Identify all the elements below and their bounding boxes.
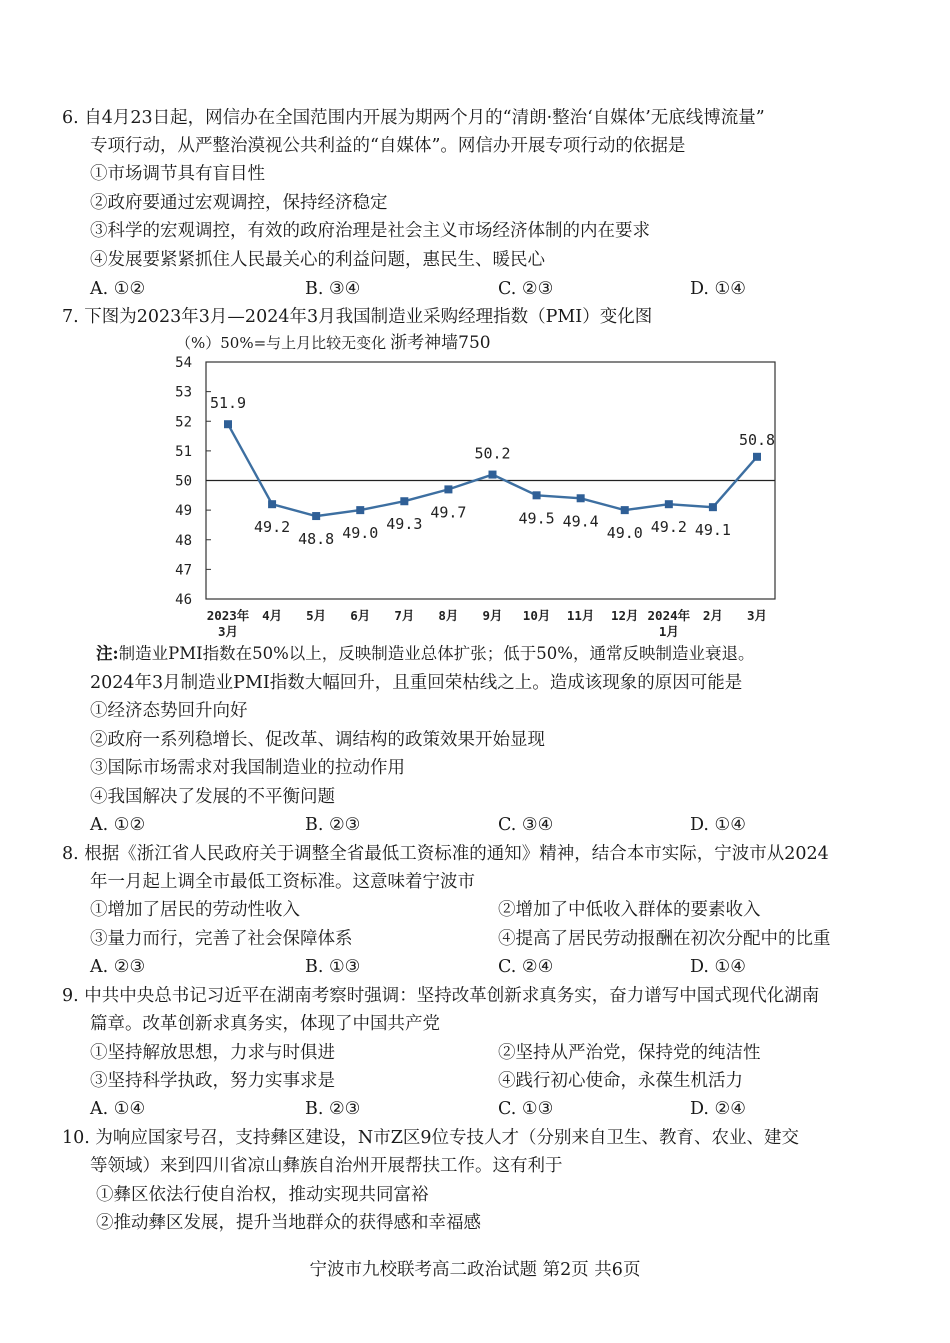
q8-choice-a[interactable]: A. ②③ xyxy=(90,957,146,977)
pmi-data-label: 49.0 xyxy=(342,524,379,543)
y-tick-label: 54 xyxy=(175,355,192,371)
q7-stem-line-1: 7. 下图为2023年3月—2024年3月我国制造业采购经理指数（PMI）变化图 xyxy=(62,307,653,327)
q7-choice-d[interactable]: D. ①④ xyxy=(690,815,746,835)
x-category-label: 1月 xyxy=(658,624,679,639)
q6-choice-c[interactable]: C. ②③ xyxy=(498,279,554,299)
pmi-data-label: 49.4 xyxy=(562,512,599,531)
q6-statement-1: ①市场调节具有盲目性 xyxy=(90,164,265,184)
q6-statement-4: ④发展要紧紧抓住人民最关心的利益问题，惠民生、暖民心 xyxy=(90,250,545,270)
y-tick-label: 49 xyxy=(175,503,192,520)
pmi-data-point xyxy=(489,471,497,479)
pmi-data-label: 50.2 xyxy=(474,444,511,463)
q8-statement-1: ①增加了居民的劳动性收入 xyxy=(90,900,300,920)
pmi-data-point xyxy=(356,506,364,514)
q8-stem-line-1: 8. 根据《浙江省人民政府关于调整全省最低工资标准的通知》精神，结合本市实际，宁波市从2024 xyxy=(62,844,829,864)
pmi-data-point xyxy=(444,485,452,493)
q6-choice-b[interactable]: B. ③④ xyxy=(305,279,361,299)
q7-note-label: 注: xyxy=(96,644,119,663)
pmi-data-point xyxy=(312,512,320,520)
x-category-label: 7月 xyxy=(394,608,415,623)
chart-unit-text: （%）50%=与上月比较无变化 xyxy=(176,334,387,352)
pmi-data-point xyxy=(709,503,717,511)
x-category-label: 2023年 xyxy=(206,608,250,623)
q8-stem-line-2: 年一月起上调全市最低工资标准。这意味着宁波市 xyxy=(90,872,475,892)
q8-statement-4: ④提高了居民劳动报酬在初次分配中的比重 xyxy=(498,929,831,949)
q6-choice-d[interactable]: D. ①④ xyxy=(690,279,746,299)
q9-choice-b[interactable]: B. ②③ xyxy=(305,1099,361,1119)
q7-choice-b[interactable]: B. ②③ xyxy=(305,815,361,835)
chart-watermark: 浙考神墙750 xyxy=(390,333,491,353)
q6-choice-a[interactable]: A. ①② xyxy=(90,279,146,299)
q7-choice-a[interactable]: A. ①② xyxy=(90,815,146,835)
q7-statement-4: ④我国解决了发展的不平衡问题 xyxy=(90,787,335,807)
y-tick-label: 46 xyxy=(175,592,192,608)
y-tick-label: 50 xyxy=(175,473,192,490)
pmi-data-point xyxy=(665,500,673,508)
pmi-data-point xyxy=(533,491,541,499)
x-category-label: 8月 xyxy=(438,608,459,623)
pmi-data-label: 48.8 xyxy=(298,530,335,549)
q7-statement-3: ③国际市场需求对我国制造业的拉动作用 xyxy=(90,758,405,778)
pmi-data-label: 51.9 xyxy=(209,394,247,413)
q7-note-text: 制造业PMI指数在50%以上，反映制造业总体扩张；低于50%，通常反映制造业衰退。 xyxy=(118,644,755,663)
q6-statement-3: ③科学的宏观调控，有效的政府治理是社会主义市场经济体制的内在要求 xyxy=(90,221,650,241)
pmi-data-label: 49.1 xyxy=(694,521,731,540)
y-tick-label: 53 xyxy=(175,384,192,401)
pmi-series-line xyxy=(228,424,757,516)
x-category-label: 11月 xyxy=(566,608,595,623)
q9-choice-d[interactable]: D. ②④ xyxy=(690,1099,746,1119)
q9-statement-2: ②坚持从严治党，保持党的纯洁性 xyxy=(498,1043,761,1063)
x-category-label: 5月 xyxy=(306,608,327,623)
q10-stem-line-1: 10. 为响应国家号召，支持彝区建设，N市Z区9位专技人才（分别来自卫生、教育、农业、建交 xyxy=(62,1128,799,1148)
q9-statement-3: ③坚持科学执政，努力实事求是 xyxy=(90,1071,335,1091)
x-category-label: 3月 xyxy=(217,624,239,639)
pmi-data-label: 50.8 xyxy=(738,430,776,449)
q9-choice-c[interactable]: C. ①③ xyxy=(498,1099,554,1119)
q8-choice-c[interactable]: C. ②④ xyxy=(498,957,554,977)
x-category-label: 9月 xyxy=(482,608,503,623)
q7-statement-1: ①经济态势回升向好 xyxy=(90,701,248,721)
q7-note xyxy=(96,642,754,666)
x-category-label: 12月 xyxy=(610,608,639,623)
q8-choice-d[interactable]: D. ①④ xyxy=(690,957,746,977)
pmi-data-label: 49.2 xyxy=(650,518,687,537)
q9-choice-a[interactable]: A. ①④ xyxy=(90,1099,146,1119)
pmi-data-label: 49.3 xyxy=(386,515,423,534)
q10-statement-1: ①彝区依法行使自治权，推动实现共同富裕 xyxy=(96,1185,429,1205)
pmi-data-label: 49.0 xyxy=(606,524,643,543)
pmi-data-point xyxy=(577,494,585,502)
pmi-data-label: 49.2 xyxy=(254,518,291,537)
x-category-label: 2024年 xyxy=(647,608,691,623)
q10-statement-2: ②推动彝区发展，提升当地群众的获得感和幸福感 xyxy=(96,1213,481,1233)
q9-stem-line-1: 9. 中共中央总书记习近平在湖南考察时强调：坚持改革创新求真务实，奋力谱写中国式现代化湖南 xyxy=(62,986,820,1006)
x-category-label: 3月 xyxy=(746,608,768,623)
y-tick-label: 51 xyxy=(175,443,192,460)
y-tick-label: 48 xyxy=(175,532,192,549)
q6-stem-line-1: 6. 自4月23日起，网信办在全国范围内开展为期两个月的“清朗·整治‘自媒体’无底线博流量” xyxy=(62,108,765,128)
pmi-line-chart xyxy=(0,345,950,655)
x-category-label: 10月 xyxy=(522,608,551,623)
pmi-data-point xyxy=(621,506,629,514)
q8-statement-3: ③量力而行，完善了社会保障体系 xyxy=(90,929,353,949)
q6-stem-line-2: 专项行动，从严整治漠视公共利益的“自媒体”。网信办开展专项行动的依据是 xyxy=(90,136,686,156)
pmi-data-point xyxy=(400,497,408,505)
x-category-label: 4月 xyxy=(262,608,283,623)
q6-statement-2: ②政府要通过宏观调控，保持经济稳定 xyxy=(90,193,388,213)
pmi-data-point xyxy=(753,453,761,461)
page-footer: 宁波市九校联考高二政治试题 第2页 共6页 xyxy=(309,1260,641,1280)
pmi-data-label: 49.7 xyxy=(430,503,467,522)
pmi-data-label: 49.5 xyxy=(518,509,555,528)
q7-statement-2: ②政府一系列稳增长、促改革、调结构的政策效果开始显现 xyxy=(90,730,545,750)
pmi-data-point xyxy=(224,420,232,428)
y-tick-label: 52 xyxy=(175,414,192,431)
q8-statement-2: ②增加了中低收入群体的要素收入 xyxy=(498,900,761,920)
q8-choice-b[interactable]: B. ①③ xyxy=(305,957,361,977)
q7-stem-line-2: 2024年3月制造业PMI指数大幅回升，且重回荣枯线之上。造成该现象的原因可能是 xyxy=(90,673,743,693)
q9-statement-4: ④践行初心使命，永葆生机活力 xyxy=(498,1071,743,1091)
x-category-label: 6月 xyxy=(350,608,371,623)
q9-statement-1: ①坚持解放思想，力求与时俱进 xyxy=(90,1043,335,1063)
pmi-data-point xyxy=(268,500,276,508)
y-tick-label: 47 xyxy=(175,562,192,579)
x-category-label: 2月 xyxy=(702,608,723,623)
q7-choice-c[interactable]: C. ③④ xyxy=(498,815,554,835)
q9-stem-line-2: 篇章。改革创新求真务实，体现了中国共产党 xyxy=(90,1014,440,1034)
q10-stem-line-2: 等领域）来到四川省凉山彝族自治州开展帮扶工作。这有利于 xyxy=(90,1156,563,1176)
